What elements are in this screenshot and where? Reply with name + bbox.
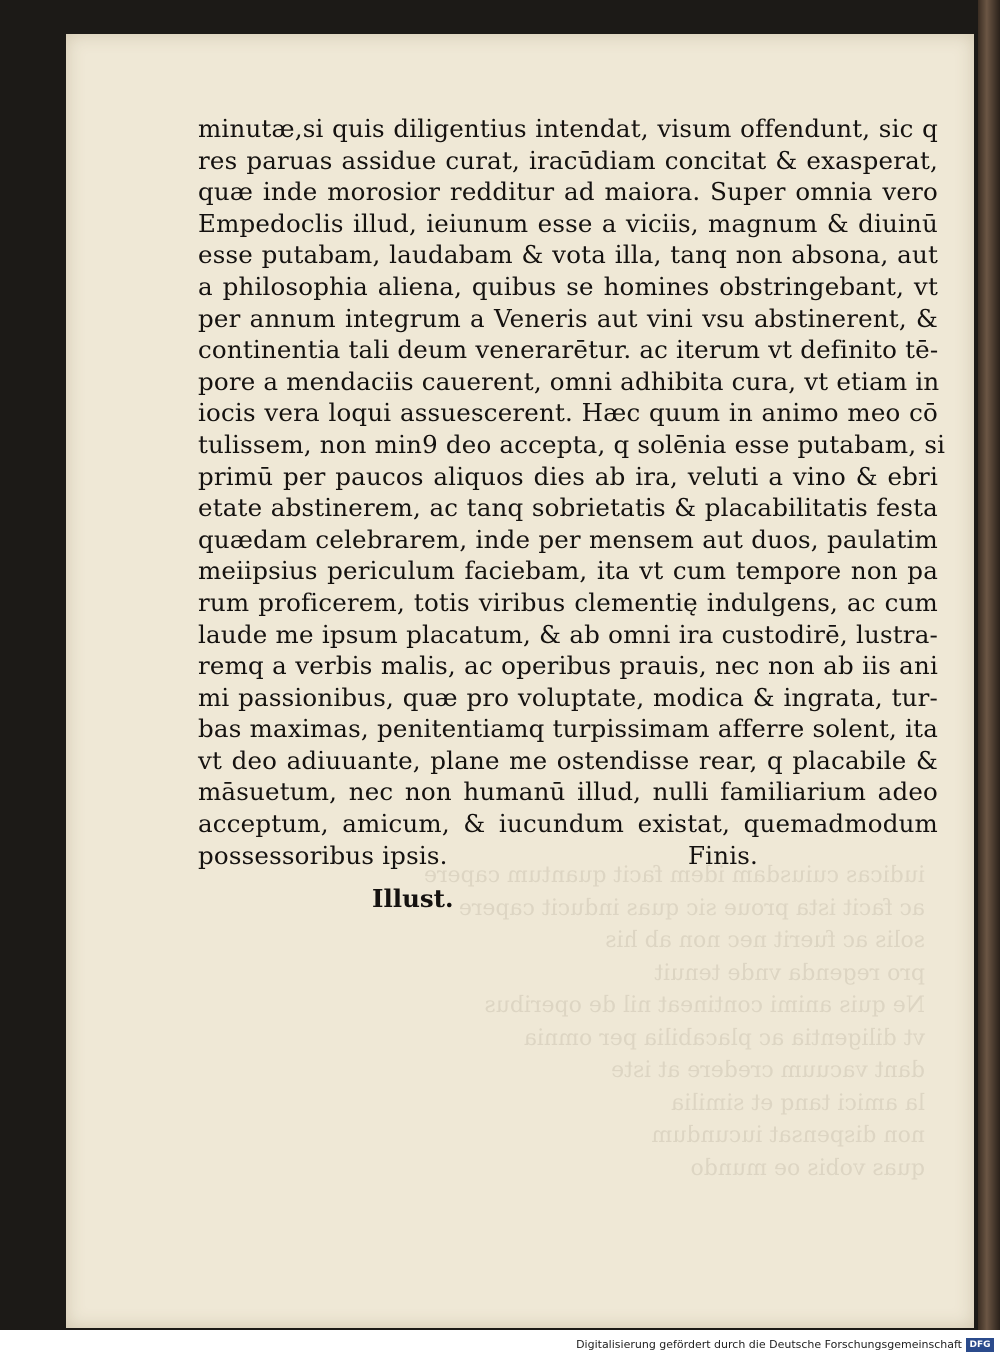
text-line: minutæ,si quis diligentius intendat, visum offendunt, sic q	[198, 114, 938, 143]
footer-bar	[0, 1330, 1000, 1357]
text-line: bas maximas, penitentiamq turpissimam afferre solent, ita	[198, 714, 938, 744]
text-line: primū per paucos aliquos dies ab ira, veluti a vino & ebri	[198, 461, 938, 491]
text-line: mi passionibus, quæ pro voluptate, modica & ingrata, tur-	[198, 682, 938, 712]
show-through-decoration: iudicas cuiusdam idem facit quantum capere ac facit ista proue sic quas inducit capere solis ac fuerit nec non ab his pro regenda vnde tenuit Ne quis animi contineat nil de operibus vt diligentia ac placabilia per omnia dant vacuum credere at iste la amici tanq et similia non dispensat iucundum quas vobis oe mundo	[423, 863, 925, 1181]
catchword: Illust.	[372, 884, 454, 913]
dfg-logo-icon[interactable]: DFG	[966, 1338, 994, 1352]
text-line: māsuetum, nec non humanū illud, nulli familiarium adeo	[198, 777, 938, 807]
text-line: laude me ipsum placatum, & ab omni ira custodirē, lustra-	[198, 619, 938, 649]
book-edge	[978, 0, 1000, 1330]
text-line: remq a verbis malis, ac operibus prauis, nec non ab iis ani	[198, 651, 938, 681]
text-line: vt deo adiuuante, plane me ostendisse rear, q placabile &	[198, 745, 938, 775]
final-line-text: possessoribus ipsis.	[198, 840, 448, 870]
text-line: tulissem, non min9 deo accepta, q solēnia esse putabam, si	[198, 429, 946, 459]
text-line: Empedoclis illud, ieiunum esse a viciis, magnum & diuinū	[198, 208, 938, 238]
text-line: iocis vera loqui assuescerent. Hæc quum in animo meo cō	[198, 398, 938, 428]
text-line: quædam celebrarem, inde per mensem aut duos, paulatim	[198, 524, 938, 554]
text-line: etate abstinerem, ac tanq sobrietatis & placabilitatis festa	[198, 493, 938, 523]
text-line: esse putabam, laudabam & vota illa, tanq non absona, aut	[198, 240, 938, 270]
text-line: quæ inde morosior redditur ad maiora. Super omnia vero	[198, 177, 938, 207]
text-line: rum proficerem, totis viribus clementię indulgens, ac cum	[198, 587, 938, 617]
text-line: continentia tali deum venerarētur. ac iterum vt definito tē-	[198, 335, 939, 365]
text-line: acceptum, amicum, & iucundum existat, quemadmodum	[198, 809, 938, 839]
footer-credit: Digitalisierung gefördert durch die Deutsche Forschungsgemeinschaft	[576, 1338, 962, 1351]
main-text	[198, 113, 946, 871]
text-line: res paruas assidue curat, iracūdiam concitat & exasperat,	[198, 145, 938, 175]
text-line: meiipsius periculum faciebam, ita vt cum tempore non pa	[198, 556, 938, 586]
text-line: per annum integrum a Veneris aut vini vsu abstinerent, &	[198, 303, 938, 333]
finis-mark: Finis.	[687, 840, 758, 870]
final-line	[198, 840, 758, 872]
text-line: a philosophia aliena, quibus se homines obstringebant, vt	[198, 271, 938, 301]
text-line: pore a mendaciis cauerent, omni adhibita cura, vt etiam in	[198, 366, 940, 396]
